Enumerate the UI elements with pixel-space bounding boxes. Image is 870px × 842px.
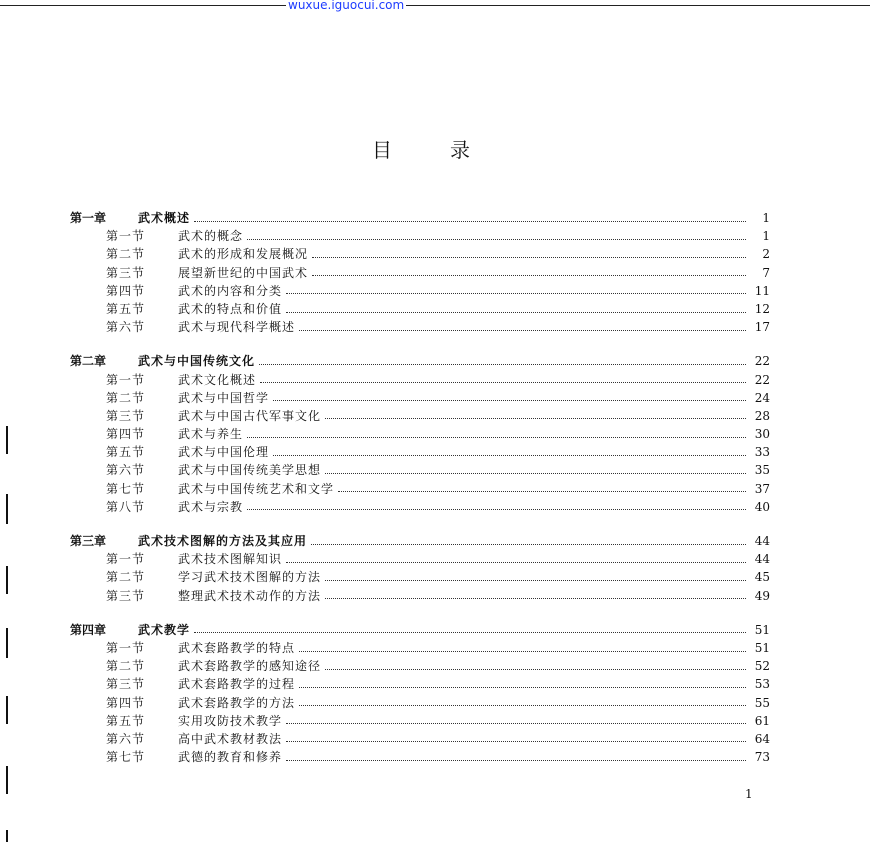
section-page: 53 <box>754 677 770 692</box>
leader-dots <box>286 760 746 761</box>
leader-dots <box>325 473 746 474</box>
leader-dots <box>286 293 746 294</box>
section-entry[interactable] <box>70 587 770 605</box>
section-page: 33 <box>754 445 770 460</box>
section-number: 第六节 <box>106 731 146 746</box>
section-title: 实用攻防技术教学 <box>178 713 283 728</box>
section-entry[interactable] <box>70 389 770 407</box>
section-number: 第三节 <box>106 265 146 280</box>
section-entry[interactable] <box>70 657 770 675</box>
section-title: 整理武术技术动作的方法 <box>178 588 322 603</box>
section-number: 第二节 <box>106 659 146 674</box>
section-entry[interactable] <box>70 694 770 712</box>
leader-dots <box>286 723 746 724</box>
section-number: 第一节 <box>106 229 146 244</box>
section-title: 武术与中国传统美学思想 <box>178 463 322 478</box>
table-of-contents <box>70 209 770 782</box>
section-title: 武术与现代科学概述 <box>178 320 296 335</box>
chapter-page: 1 <box>762 211 770 225</box>
section-page: 52 <box>754 659 770 674</box>
scan-mark <box>6 426 8 454</box>
chapter-number: 第三章 <box>70 534 107 548</box>
section-title: 武德的教育和修养 <box>178 750 283 765</box>
section-number: 第五节 <box>106 445 146 460</box>
section-title: 武术的形成和发展概况 <box>178 247 309 262</box>
leader-dots <box>299 687 746 688</box>
section-title: 武术与宗教 <box>178 499 244 514</box>
section-entry[interactable] <box>70 730 770 748</box>
section-page: 35 <box>754 463 770 478</box>
leader-dots <box>325 669 746 670</box>
chapter-block <box>70 209 770 336</box>
chapter-block <box>70 532 770 605</box>
leader-dots <box>299 705 746 706</box>
leader-dots <box>286 312 746 313</box>
section-number: 第七节 <box>106 481 146 496</box>
section-number: 第四节 <box>106 283 146 298</box>
leader-dots <box>312 257 746 258</box>
section-number: 第八节 <box>106 499 146 514</box>
section-number: 第一节 <box>106 640 146 655</box>
leader-dots <box>299 330 746 331</box>
scan-mark <box>6 628 8 658</box>
chapter-title: 武术技术图解的方法及其应用 <box>138 534 308 548</box>
leader-dots <box>247 437 746 438</box>
scan-mark <box>6 830 8 842</box>
section-entry[interactable] <box>70 498 770 516</box>
chapter-block <box>70 352 770 516</box>
section-title: 武术套路教学的特点 <box>178 640 296 655</box>
section-entry[interactable] <box>70 264 770 282</box>
section-entry[interactable] <box>70 712 770 730</box>
section-entry[interactable] <box>70 227 770 245</box>
leader-dots <box>325 598 746 599</box>
section-title: 武术的特点和价值 <box>178 301 283 316</box>
section-number: 第一节 <box>106 552 146 567</box>
section-title: 武术与中国古代军事文化 <box>178 408 322 423</box>
chapter-title: 武术与中国传统文化 <box>138 354 256 369</box>
section-number: 第二节 <box>106 390 146 405</box>
section-page: 7 <box>762 265 770 280</box>
section-entry[interactable] <box>70 675 770 693</box>
section-title: 武术套路教学的感知途径 <box>178 659 322 674</box>
section-number: 第四节 <box>106 695 146 710</box>
section-entry[interactable] <box>70 282 770 300</box>
section-entry[interactable] <box>70 407 770 425</box>
chapter-number: 第四章 <box>70 622 107 637</box>
leader-dots <box>286 562 746 563</box>
leader-dots <box>194 632 746 633</box>
section-number: 第三节 <box>106 677 146 692</box>
section-page: 55 <box>754 695 770 710</box>
section-number: 第六节 <box>106 463 146 478</box>
section-page: 51 <box>754 640 770 655</box>
section-entry[interactable] <box>70 461 770 479</box>
section-entry[interactable] <box>70 748 770 766</box>
section-entry[interactable] <box>70 480 770 498</box>
section-number: 第四节 <box>106 427 146 442</box>
section-number: 第五节 <box>106 301 146 316</box>
section-page: 17 <box>754 320 770 335</box>
section-page: 30 <box>754 427 770 442</box>
section-page: 49 <box>754 588 770 603</box>
section-page: 1 <box>762 229 770 244</box>
section-page: 11 <box>754 283 770 298</box>
section-page: 45 <box>754 570 770 585</box>
leader-dots <box>312 275 746 276</box>
chapter-number: 第二章 <box>70 354 107 369</box>
chapter-page: 44 <box>754 534 770 548</box>
leader-dots <box>273 400 746 401</box>
section-title: 武术文化概述 <box>178 372 257 387</box>
section-entry[interactable] <box>70 639 770 657</box>
page-number: 1 <box>745 787 753 801</box>
section-title: 武术与养生 <box>178 427 244 442</box>
section-number: 第三节 <box>106 408 146 423</box>
chapter-page: 22 <box>754 354 770 369</box>
leader-dots <box>299 651 746 652</box>
section-title: 高中武术教材教法 <box>178 731 283 746</box>
section-title: 展望新世纪的中国武术 <box>178 265 309 280</box>
section-entry[interactable] <box>70 443 770 461</box>
section-entry[interactable] <box>70 550 770 568</box>
scan-mark <box>6 766 8 794</box>
chapter-entry[interactable] <box>70 621 770 639</box>
leader-dots <box>338 491 746 492</box>
section-entry[interactable] <box>70 425 770 443</box>
leader-dots <box>259 364 746 365</box>
scan-mark <box>6 566 8 594</box>
section-page: 40 <box>754 499 770 514</box>
chapter-entry[interactable] <box>70 209 770 227</box>
section-title: 武术技术图解知识 <box>178 552 283 567</box>
section-number: 第五节 <box>106 713 146 728</box>
section-entry[interactable] <box>70 318 770 336</box>
title-char: 目 <box>372 138 394 162</box>
section-number: 第一节 <box>106 372 146 387</box>
chapter-block <box>70 621 770 767</box>
section-page: 61 <box>754 713 770 728</box>
title-char: 录 <box>450 138 472 162</box>
section-entry[interactable] <box>70 568 770 586</box>
chapter-number: 第一章 <box>70 211 107 225</box>
chapter-page: 51 <box>754 622 770 637</box>
leader-dots <box>325 580 746 581</box>
section-number: 第三节 <box>106 588 146 603</box>
leader-dots <box>194 221 746 222</box>
section-page: 2 <box>762 247 770 262</box>
section-title: 武术与中国哲学 <box>178 390 270 405</box>
watermark-text: wuxue.iguocui.com <box>288 0 405 12</box>
page-title <box>372 134 472 163</box>
leader-dots <box>247 239 746 240</box>
scan-mark <box>6 494 8 524</box>
section-page: 24 <box>754 390 770 405</box>
chapter-entry[interactable] <box>70 352 770 370</box>
chapter-entry[interactable] <box>70 532 770 550</box>
section-number: 第二节 <box>106 247 146 262</box>
section-entry[interactable] <box>70 371 770 389</box>
top-rule <box>0 5 870 6</box>
section-number: 第七节 <box>106 750 146 765</box>
section-title: 武术套路教学的过程 <box>178 677 296 692</box>
section-title: 武术的概念 <box>178 229 244 244</box>
section-page: 64 <box>754 731 770 746</box>
chapter-title: 武术教学 <box>138 622 191 637</box>
section-title: 武术与中国伦理 <box>178 445 270 460</box>
leader-dots <box>311 544 746 545</box>
section-title: 武术的内容和分类 <box>178 283 283 298</box>
section-title: 武术套路教学的方法 <box>178 695 296 710</box>
section-title: 学习武术技术图解的方法 <box>178 570 322 585</box>
section-number: 第六节 <box>106 320 146 335</box>
section-entry[interactable] <box>70 245 770 263</box>
section-page: 22 <box>754 372 770 387</box>
section-number: 第二节 <box>106 570 146 585</box>
leader-dots <box>273 455 746 456</box>
leader-dots <box>260 382 746 383</box>
leader-dots <box>247 509 746 510</box>
section-page: 37 <box>754 481 770 496</box>
leader-dots <box>325 418 746 419</box>
leader-dots <box>286 741 746 742</box>
section-entry[interactable] <box>70 300 770 318</box>
scan-mark <box>6 696 8 724</box>
section-page: 12 <box>754 301 770 316</box>
section-page: 28 <box>754 408 770 423</box>
section-page: 44 <box>754 552 770 567</box>
section-title: 武术与中国传统艺术和文学 <box>178 481 335 496</box>
chapter-title: 武术概述 <box>138 211 191 225</box>
section-page: 73 <box>754 750 770 765</box>
